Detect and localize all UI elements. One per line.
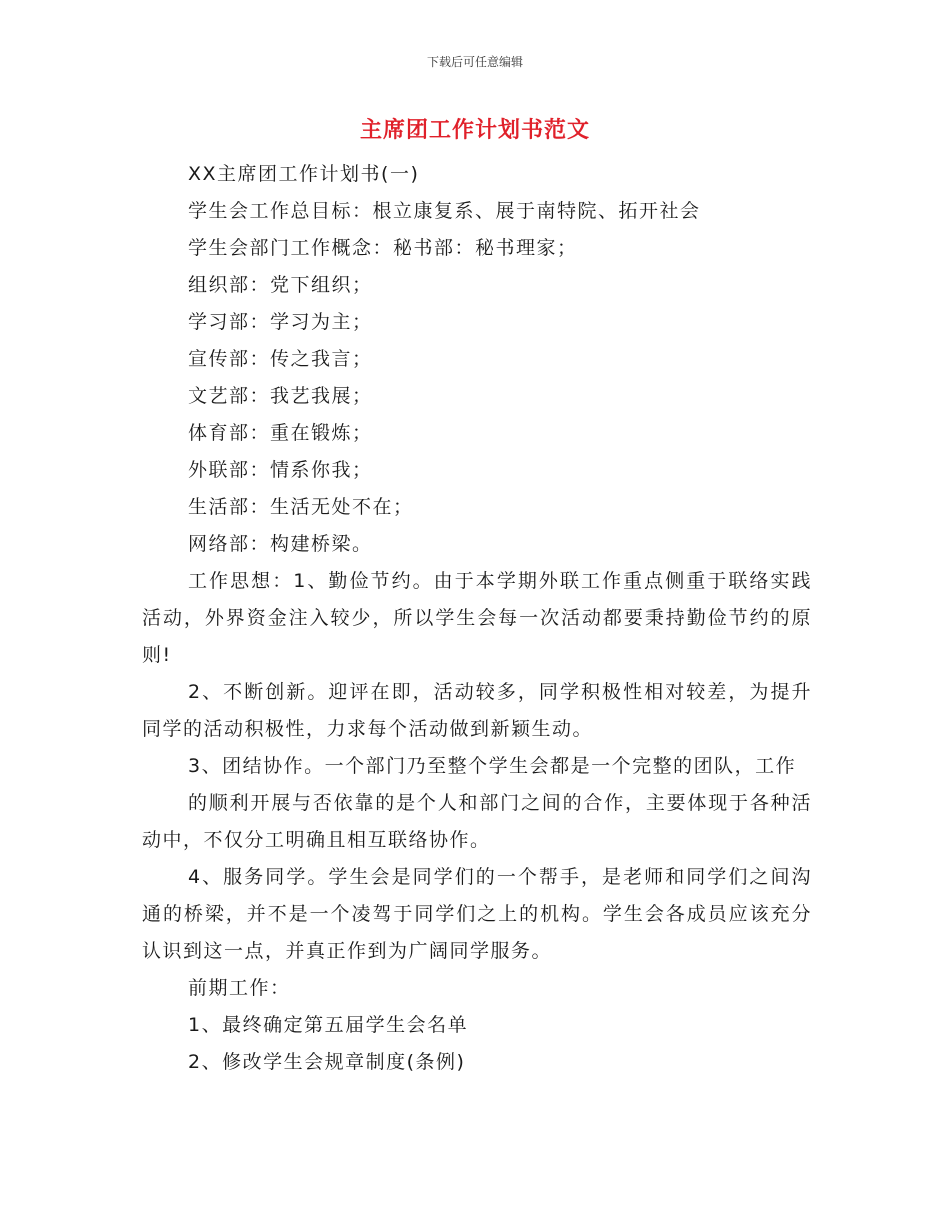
paragraph: 组织部：党下组织；	[188, 274, 373, 296]
paragraph: 4、服务同学。学生会是同学们的一个帮手，是老师和同学们之间沟通的桥梁，并不是一个凌驾于同学们之上的机构。学生会各成员应该充分认识到这一点，并真正作到为广阔同学服务。	[142, 866, 812, 962]
paragraph: 体育部：重在锻炼；	[188, 422, 373, 444]
paragraph: 的顺利开展与否依靠的是个人和部门之间的合作，主要体现于各种活动中，不仅分工明确且相互联络协作。	[142, 792, 812, 851]
paragraph: 宣传部：传之我言；	[188, 348, 373, 370]
paragraph: 2、修改学生会规章制度(条例)	[188, 1051, 466, 1073]
paragraph: XX主席团工作计划书(一)	[188, 163, 420, 185]
document-body	[142, 156, 812, 1081]
paragraph: 文艺部：我艺我展；	[188, 385, 373, 407]
document-title: 主席团工作计划书范文	[359, 118, 590, 143]
paragraph: 学习部：学习为主；	[188, 311, 373, 333]
paragraph: 2、不断创新。迎评在即，活动较多，同学积极性相对较差，为提升同学的活动积极性，力求每个活动做到新颖生动。	[142, 681, 812, 740]
paragraph: 学生会工作总目标：根立康复系、展于南特院、拓开社会	[188, 200, 701, 222]
paragraph: 工作思想：1、勤俭节约。由于本学期外联工作重点侧重于联络实践活动，外界资金注入较少，所以学生会每一次活动都要秉持勤俭节约的原则!	[142, 570, 812, 666]
paragraph: 3、团结协作。一个部门乃至整个学生会都是一个完整的团队，工作	[188, 755, 797, 777]
header-note: 下载后可任意编辑	[426, 55, 523, 69]
paragraph: 前期工作：	[188, 977, 291, 999]
paragraph: 生活部：生活无处不在；	[188, 496, 414, 518]
paragraph: 网络部：构建桥梁。	[188, 533, 373, 555]
paragraph: 1、最终确定第五届学生会名单	[188, 1014, 469, 1036]
paragraph: 外联部：情系你我；	[188, 459, 373, 481]
paragraph: 学生会部门工作概念：秘书部：秘书理家；	[188, 237, 578, 259]
